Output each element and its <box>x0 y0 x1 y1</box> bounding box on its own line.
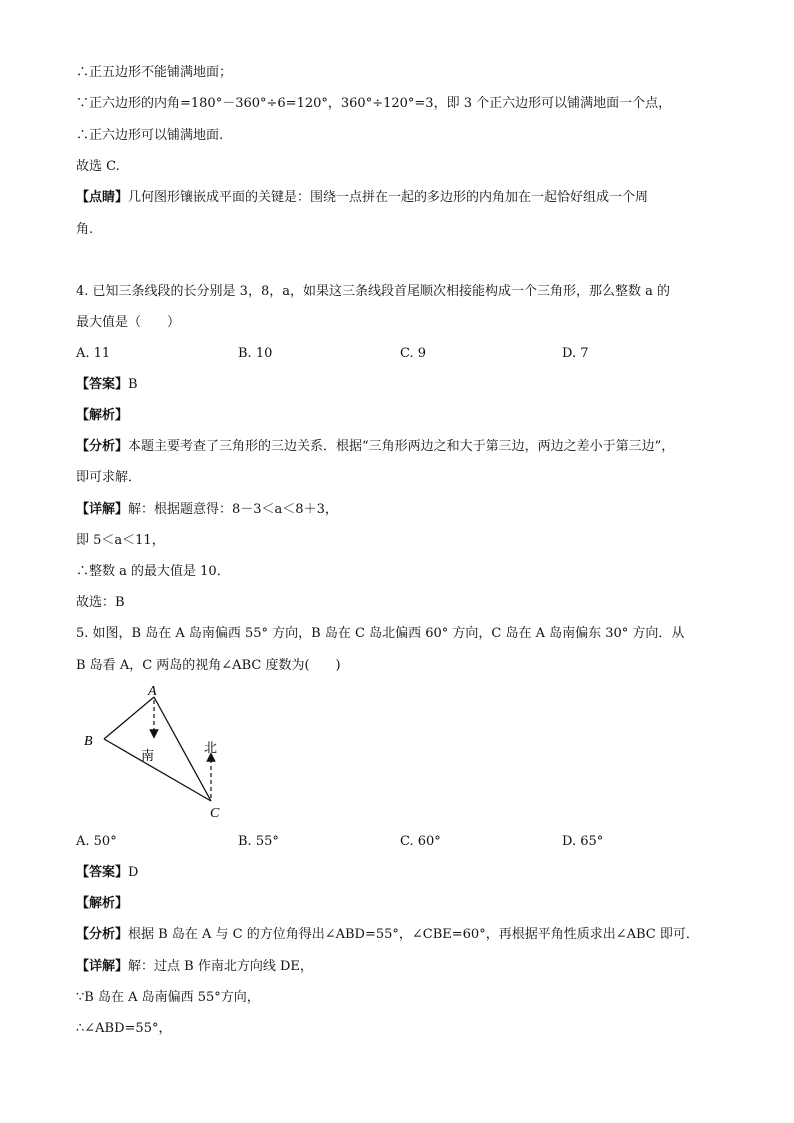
text-line: ∴正六边形可以铺满地面. <box>76 128 224 143</box>
text-line: 故选 C. <box>76 159 120 174</box>
q5-analysis-tag: 【解析】 <box>76 896 129 911</box>
q5-figure <box>78 682 248 822</box>
q4-fenxi-line <box>76 438 674 456</box>
dianjing-text: 几何图形镶嵌成平面的关键是：围绕一点拼在一起的多边形的内角加在一起恰好组成一个周 <box>128 190 649 205</box>
q4-analysis-tag: 【解析】 <box>76 408 129 423</box>
q4-choose-line: 故选：B <box>76 595 125 610</box>
q4-option-b: B. 10 <box>238 346 273 361</box>
q5-answer-line <box>76 864 138 882</box>
fenxi-text: 本题主要考查了三角形的三边关系．根据“三角形两边之和大于第三边，两边之差小于第三边”， <box>128 439 675 454</box>
xiangjie-text: 解：根据题意得：8－3＜a＜8＋3， <box>128 502 338 517</box>
side-bc <box>104 739 211 801</box>
label-a: A <box>148 684 157 699</box>
text-line: ∵正六边形的内角=180°－360°÷6=120°，360°÷120°=3，即 3 个正六边形可以铺满地面一个点， <box>76 96 672 111</box>
q5-option-d: D. 65° <box>562 834 604 849</box>
q4-stem-line-2: 最大值是（ ） <box>76 315 181 330</box>
q5-option-a: A. 50° <box>76 834 117 849</box>
label-south: 南 <box>141 748 155 763</box>
answer-tag: 【答案】 <box>76 865 129 880</box>
q5-fenxi-line <box>76 926 699 944</box>
side-ac <box>154 697 211 801</box>
q4-fenxi-line-2: 即可求解． <box>76 470 142 485</box>
q4-xiangjie-line-3: ∴整数 a 的最大值是 10． <box>76 564 230 579</box>
q5-option-c: C. 60° <box>400 834 441 849</box>
fenxi-tag: 【分析】 <box>76 439 129 454</box>
q4-stem-line-1: 4. 已知三条线段的长分别是 3，8，a，如果这三条线段首尾顺次相接能构成一个三角形，那么整数 a 的 <box>76 284 670 299</box>
dianjing-line <box>76 189 648 207</box>
answer-value: D <box>128 865 139 880</box>
label-north: 北 <box>204 740 218 755</box>
q5-xiangjie-line-2: ∵B 岛在 A 岛南偏西 55°方向， <box>76 990 260 1005</box>
text-line: 角. <box>76 222 94 237</box>
dianjing-tag: 【点睛】 <box>76 190 129 205</box>
q5-xiangjie-line <box>76 958 313 976</box>
fenxi-text: 根据 B 岛在 A 与 C 的方位角得出∠ABD=55°，∠CBE=60°，再根据平角性质求出∠ABC 即可． <box>128 927 699 942</box>
q4-option-c: C. 9 <box>400 346 427 361</box>
xiangjie-text: 解：过点 B 作南北方向线 DE， <box>128 959 313 974</box>
q4-xiangjie-line-2: 即 5＜a＜11， <box>76 533 165 548</box>
q4-answer-line <box>76 376 138 394</box>
label-b: B <box>84 734 93 749</box>
q4-xiangjie-line <box>76 501 338 519</box>
q4-option-a: A. 11 <box>76 346 111 361</box>
xiangjie-tag: 【详解】 <box>76 502 129 517</box>
q5-stem-line-2: B 岛看 A，C 两岛的视角∠ABC 度数为( ) <box>76 658 341 673</box>
fenxi-tag: 【分析】 <box>76 927 129 942</box>
q5-xiangjie-line-3: ∴∠ABD=55°， <box>76 1021 172 1036</box>
q5-option-b: B. 55° <box>238 834 279 849</box>
q4-option-d: D. 7 <box>562 346 589 361</box>
side-ab <box>104 697 154 739</box>
label-c: C <box>210 806 220 821</box>
q5-stem-line-1: 5. 如图，B 岛在 A 岛南偏西 55° 方向，B 岛在 C 岛北偏西 60° 方向，C 岛在 A 岛南偏东 30° 方向．从 <box>76 626 685 641</box>
xiangjie-tag: 【详解】 <box>76 959 129 974</box>
answer-tag: 【答案】 <box>76 377 129 392</box>
answer-value: B <box>128 377 138 392</box>
text-line: ∴正五边形不能铺满地面； <box>76 65 233 80</box>
